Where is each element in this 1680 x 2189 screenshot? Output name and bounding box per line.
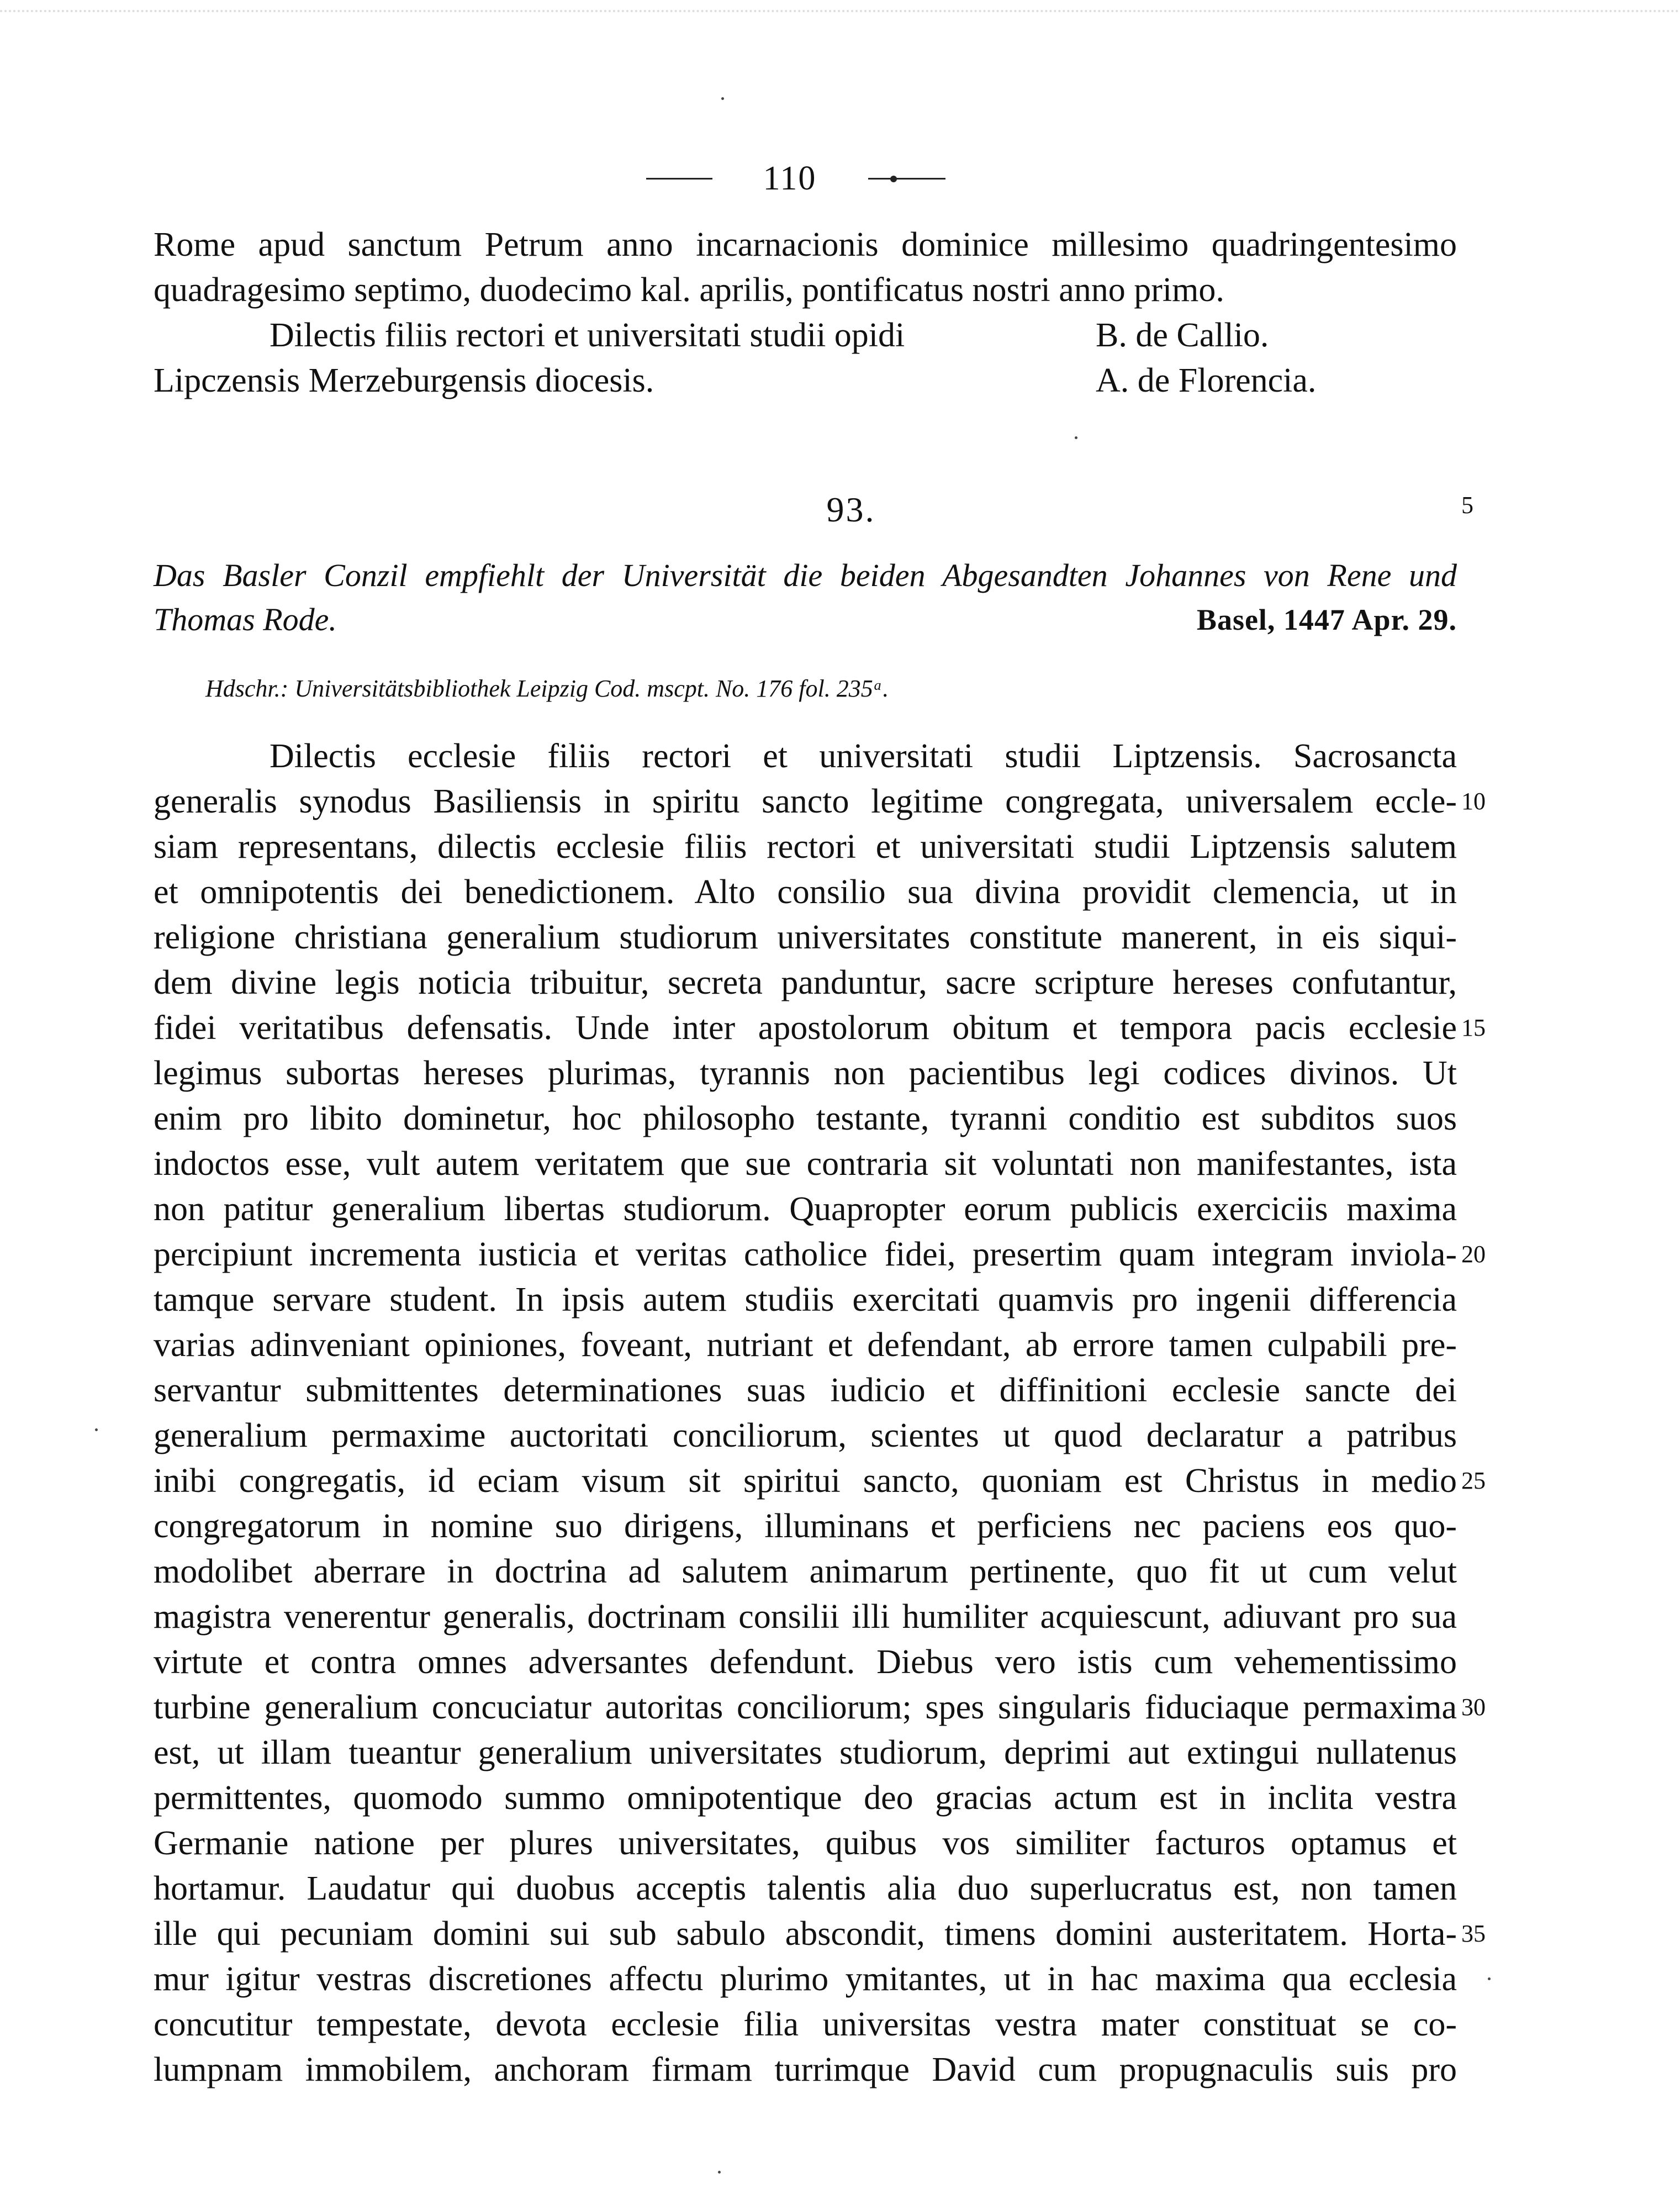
- manuscript-source: Hdschr.: Universitätsbibliothek Leipzig Cod. mscpt. No. 176 fol. 235ᵃ.: [205, 675, 889, 702]
- previous-document-closing: [154, 222, 1457, 313]
- margin-line-number: 10: [1461, 788, 1486, 815]
- scan-speck: [1488, 1977, 1491, 1980]
- signoff-row: [154, 313, 1457, 358]
- body-line: generalis synodus Basiliensis in spiritu sancto legitime congregata, universalem eccle-: [154, 783, 1457, 820]
- body-line: magistra venerentur generalis, doctrinam consilii illi humiliter acquiescunt, adiuvant pro sua: [154, 1598, 1457, 1636]
- body-line: siam representans, dilectis ecclesie filiis rectori et universitati studii Liptzensis salutem: [154, 828, 1457, 866]
- scan-edge-noise: [0, 10, 1680, 12]
- body-line: permittentes, quomodo summo omnipotentique deo gracias actum est in inclita vestra: [154, 1779, 1457, 1817]
- scan-speck: [1075, 436, 1077, 439]
- body-line: legimus subortas hereses plurimas, tyrannis non pacientibus legi codices divinos. Ut: [154, 1054, 1457, 1092]
- page-header: [0, 154, 1680, 203]
- regest-line: Thomas Rode.: [154, 602, 337, 637]
- margin-line-number: 30: [1461, 1694, 1486, 1721]
- document-regest: [154, 553, 1457, 642]
- scan-speck: [95, 1428, 98, 1431]
- signature: A. de Florencia.: [1096, 362, 1317, 399]
- body-line: virtute et contra omnes adversantes defendunt. Diebus vero istis cum vehementissimo: [154, 1643, 1457, 1681]
- body-line: non patitur generalium libertas studiorum. Quapropter eorum publicis exerciciis maxima: [154, 1190, 1457, 1228]
- document-number: 93.: [826, 490, 876, 529]
- body-line: congregatorum in nomine suo dirigens, illuminans et perficiens nec paciens eos quo-: [154, 1507, 1457, 1545]
- body-line: enim pro libito dominetur, hoc philosopho testante, tyranni conditio est subditos suos: [154, 1100, 1457, 1137]
- closing-line: quadragesimo septimo, duodecimo kal. aprilis, pontificatus nostri anno primo.: [154, 271, 1224, 309]
- margin-line-number: 25: [1461, 1467, 1486, 1494]
- signoff-row: [154, 358, 1457, 403]
- margin-line-number: 5: [1461, 492, 1473, 519]
- scan-speck: [718, 2171, 721, 2174]
- address-line: Lipczensis Merzeburgensis diocesis.: [154, 362, 654, 399]
- body-line: lumpnam immobilem, anchoram firmam turrimque David cum propugnaculis suis pro: [154, 2051, 1457, 2088]
- scan-speck: [721, 97, 724, 100]
- regest-line: Das Basler Conzil empfiehlt der Universität die beiden Abgesandten Johannes von Rene und: [154, 557, 1457, 593]
- document-date: Basel, 1447 Apr. 29.: [1196, 603, 1457, 636]
- body-line: dem divine legis noticia tribuitur, secreta panduntur, sacre scripture hereses confutantur,: [154, 964, 1457, 1001]
- body-line: est, ut illam tueantur generalium universitates studiorum, deprimi aut extingui nullatenus: [154, 1734, 1457, 1771]
- address-line: Dilectis filiis rectori et universitati studii opidi: [270, 317, 905, 354]
- body-line: concutitur tempestate, devota ecclesie filia universitas vestra mater constituat se co-: [154, 2006, 1457, 2043]
- body-line: modolibet aberrare in doctrina ad salutem animarum pertinente, quo fit ut cum velut: [154, 1553, 1457, 1590]
- body-line: turbine generalium concuciatur autoritas conciliorum; spes singularis fiduciaque permaxima: [154, 1689, 1457, 1726]
- body-line: indoctos esse, vult autem veritatem que sue contraria sit voluntati non manifestantes, ista: [154, 1145, 1457, 1183]
- body-line: fidei veritatibus defensatis. Unde inter apostolorum obitum et tempora pacis ecclesie: [154, 1009, 1457, 1047]
- page-number: 110: [763, 160, 817, 197]
- margin-line-number: 35: [1461, 1920, 1486, 1947]
- signature: B. de Callio.: [1096, 317, 1269, 354]
- body-line: et omnipotentis dei benedictionem. Alto consilio sua divina providit clemencia, ut in: [154, 873, 1457, 911]
- body-line: generalium permaxime auctoritati conciliorum, scientes ut quod declaratur a patribus: [154, 1417, 1457, 1454]
- document-body: [154, 734, 1457, 2092]
- header-rule-right: [868, 178, 945, 180]
- body-line: hortamur. Laudatur qui duobus acceptis talentis alia duo superlucratus est, non tamen: [154, 1870, 1457, 1907]
- body-line: servantur submittentes determinationes suas iudicio et diffinitioni ecclesie sancte dei: [154, 1372, 1457, 1409]
- body-line: percipiunt incrementa iusticia et veritas catholice fidei, presertim quam integram inviola-: [154, 1236, 1457, 1273]
- body-line: ille qui pecuniam domini sui sub sabulo abscondit, timens domini austeritatem. Horta-: [154, 1915, 1457, 1953]
- closing-line: Rome apud sanctum Petrum anno incarnacionis dominice millesimo quadringentesimo: [154, 226, 1457, 263]
- body-line: tamque servare student. In ipsis autem studiis exercitati quamvis pro ingenii differencia: [154, 1281, 1457, 1318]
- body-line: Dilectis ecclesie filiis rectori et universitati studii Liptzensis. Sacrosancta: [270, 737, 1457, 775]
- body-line: mur igitur vestras discretiones affectu plurimo ymitantes, ut in hac maxima qua ecclesia: [154, 1960, 1457, 1998]
- address-and-signatures: [154, 313, 1457, 403]
- body-line: Germanie natione per plures universitates, quibus vos similiter facturos optamus et: [154, 1824, 1457, 1862]
- margin-line-number: 15: [1461, 1014, 1486, 1041]
- body-line: inibi congregatis, id eciam visum sit spiritui sancto, quoniam est Christus in medio: [154, 1462, 1457, 1500]
- body-line: religione christiana generalium studiorum universitates constitute manerent, in eis siqui-: [154, 919, 1457, 956]
- header-rule-left: [646, 178, 712, 180]
- body-line: varias adinveniant opiniones, foveant, nutriant et defendant, ab errore tamen culpabili pre-: [154, 1326, 1457, 1364]
- margin-line-number: 20: [1461, 1241, 1486, 1268]
